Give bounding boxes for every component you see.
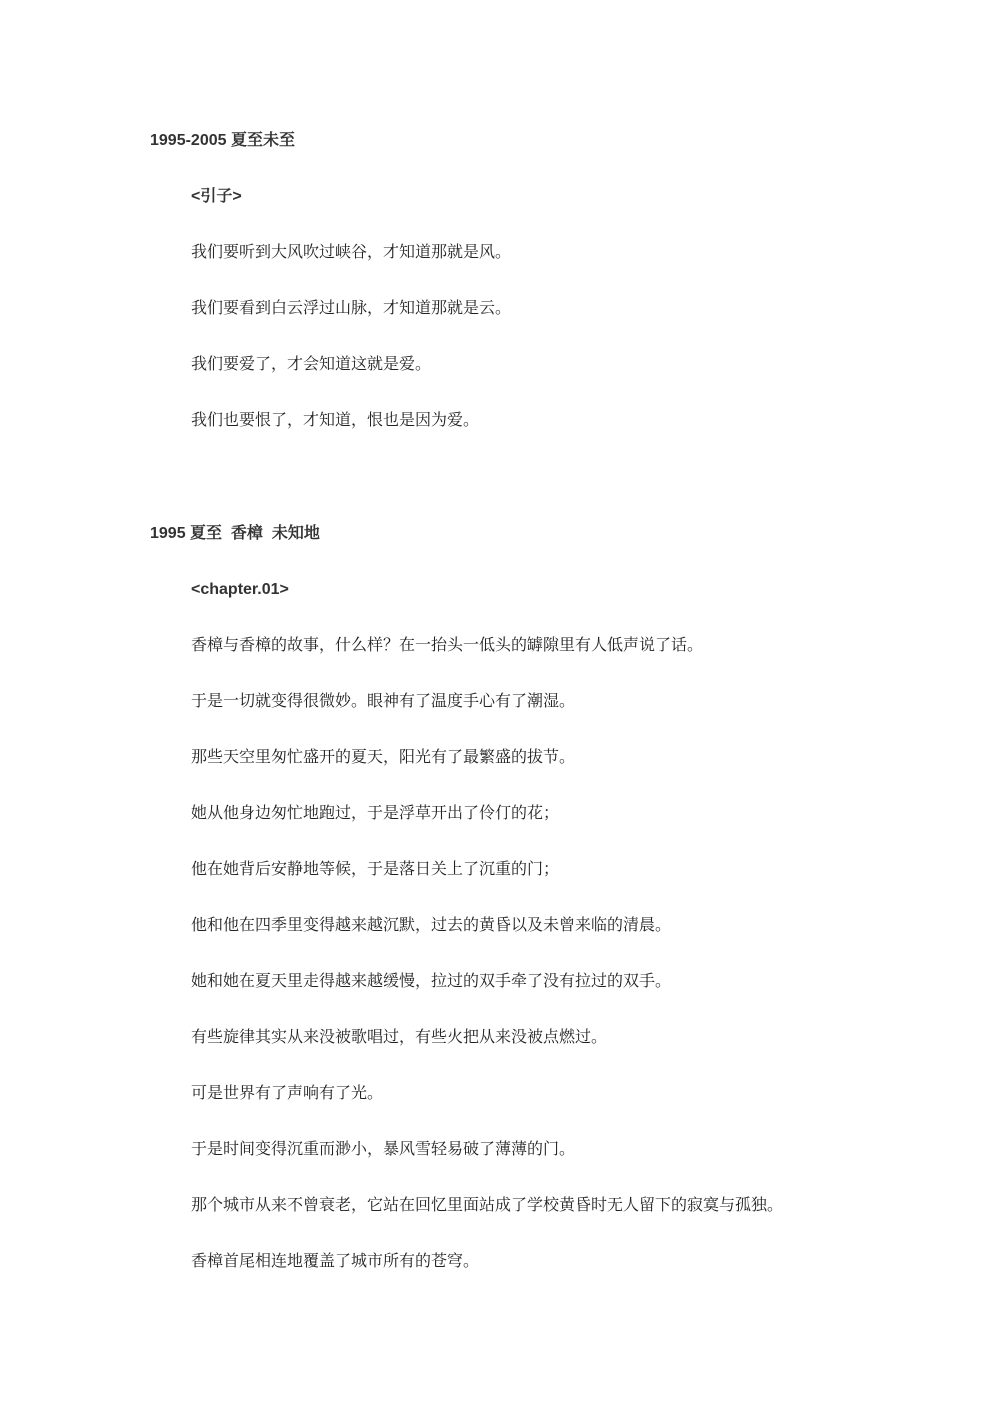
paragraph: 于是时间变得沉重而渺小，暴风雪轻易破了薄薄的门。: [191, 1141, 576, 1158]
paragraph: 于是一切就变得很微妙。眼神有了温度手心有了潮湿。: [191, 693, 576, 710]
section-title: 1995-2005 夏至未至: [150, 132, 295, 149]
paragraph: 我们也要恨了，才知道，恨也是因为爱。: [191, 412, 480, 429]
paragraph: 我们要看到白云浮过山脉，才知道那就是云。: [191, 300, 512, 317]
paragraph: 他和他在四季里变得越来越沉默，过去的黄昏以及未曾来临的清晨。: [191, 917, 672, 934]
section-title: 1995 夏至 香樟 未知地: [150, 525, 320, 542]
paragraph: 可是世界有了声响有了光。: [191, 1085, 384, 1102]
paragraph: 我们要爱了，才会知道这就是爱。: [191, 356, 432, 373]
paragraph: 有些旋律其实从来没被歌唱过，有些火把从来没被点燃过。: [191, 1029, 608, 1046]
paragraph: 她从他身边匆忙地跑过，于是浮草开出了伶仃的花；: [191, 805, 560, 822]
section-subtitle: <引子>: [191, 188, 242, 205]
paragraph: 那些天空里匆忙盛开的夏天，阳光有了最繁盛的拔节。: [191, 749, 576, 766]
section-prologue: [150, 113, 910, 449]
paragraph: 香樟与香樟的故事，什么样？在一抬头一低头的罅隙里有人低声说了话。: [191, 637, 704, 654]
paragraph: 他在她背后安静地等候，于是落日关上了沉重的门；: [191, 861, 560, 878]
paragraph: 香樟首尾相连地覆盖了城市所有的苍穹。: [191, 1253, 480, 1270]
paragraph: 那个城市从来不曾衰老，它站在回忆里面站成了学校黄昏时无人留下的寂寞与孤独。: [191, 1197, 784, 1214]
paragraph: 她和她在夏天里走得越来越缓慢，拉过的双手牵了没有拉过的双手。: [191, 973, 672, 990]
paragraph: 我们要听到大风吹过峡谷，才知道那就是风。: [191, 244, 512, 261]
section-chapter-01: [150, 506, 910, 1290]
document-body: [150, 113, 910, 1290]
section-subtitle: <chapter.01>: [191, 581, 289, 598]
